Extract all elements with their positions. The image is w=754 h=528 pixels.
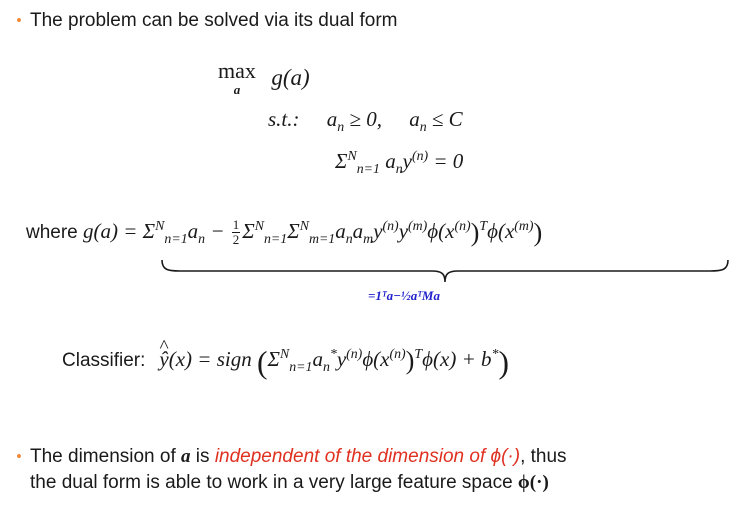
sum-symbol: Σ (335, 149, 348, 173)
where-label: where (26, 222, 78, 243)
bullet-2-emphasis: independent of the dimension of ϕ(·) (214, 446, 521, 467)
bullet-item-2 (8, 444, 708, 496)
bullet-dot-icon-2: • (16, 447, 22, 466)
bullet-dot-icon: • (16, 11, 22, 30)
bullet-2-line2: the dual form is able to work in a very large feature space (30, 472, 518, 493)
max-label: max (218, 58, 256, 83)
bullet-2-pre: The dimension of (30, 446, 182, 467)
objective-function: g(a) (271, 65, 310, 90)
constraint-2: $a_n \le C$ (409, 107, 463, 135)
first-sum-term: $\Sigma^N_{n=1}a_n$ (142, 218, 206, 247)
equality-constraint: $\Sigma^N_{n=1}$ $a_ny^{(n)} = 0$ (335, 148, 464, 177)
one-half-fraction: $\frac{1}{2}$ (232, 217, 240, 247)
double-sum-term: $\Sigma^N_{n=1}\Sigma^N_{m=1}a_na_my^{(n)}y^{(m)}\phi(x^{(n)})^T\phi(x^{(m)})$ (242, 218, 543, 248)
underbrace-decoration (160, 258, 730, 284)
bullet-1-text: The problem can be solved via its dual form (30, 10, 398, 31)
bullet-2-post: , thus (520, 446, 567, 467)
max-operator (218, 60, 256, 96)
bullet-2-var-a: a (181, 446, 191, 467)
subject-to-line (268, 107, 463, 135)
classifier-formula: ŷ ^(x) = sign $(\Sigma^N_{n=1}a_n^*y^{(n)}\phi(x^{(n)})^T\phi(x) + b^*)$ (159, 347, 509, 371)
underbrace-label: =1ᵀa−½aᵀMa (368, 288, 440, 303)
g-of-a: g(a) = (83, 219, 138, 243)
objective-expression (218, 60, 310, 96)
max-subscript: a (233, 82, 241, 97)
bullet-2-mid: is (190, 446, 215, 467)
bullet-item-1 (8, 8, 398, 34)
constraint-1: $a_n \ge 0$, (326, 107, 382, 135)
classifier-expression (62, 345, 509, 381)
bullet-2-phi: ϕ(·) (517, 472, 549, 493)
subject-to-label: s.t.: (268, 107, 300, 131)
dual-objective-definition (26, 218, 542, 248)
minus-sign: − (205, 219, 230, 243)
bullet-2-text (30, 444, 567, 496)
classifier-label: Classifier: (62, 350, 146, 372)
